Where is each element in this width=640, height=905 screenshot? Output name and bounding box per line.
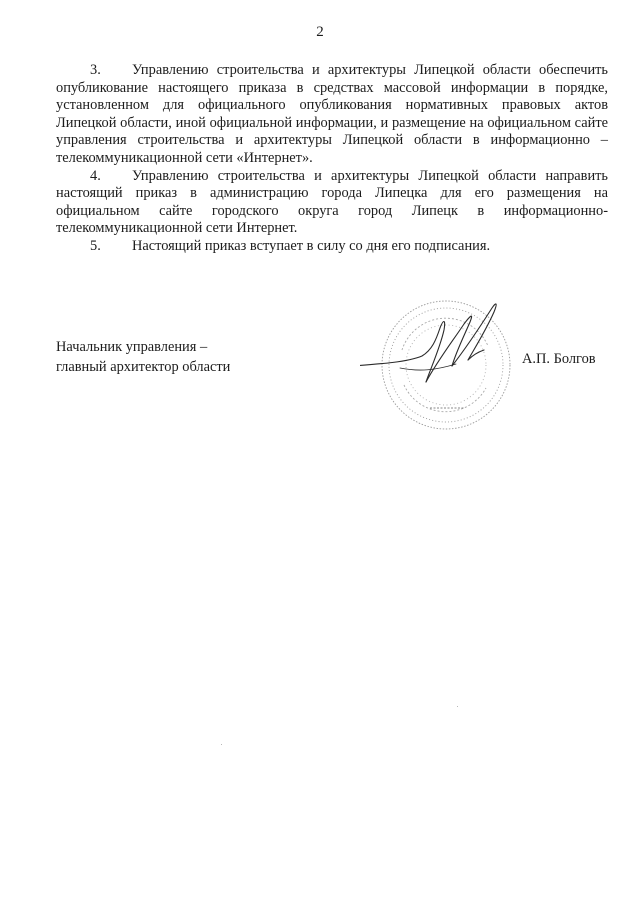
signer-name: А.П. Болгов [522,351,596,367]
signer-position-line-2: главный архитектор области [56,359,231,375]
item-text: Управлению строительства и архитектуры Липецкой области направить настоящий приказ в администрацию города Липецка для его размещения на официальном сайте городского округа город Липецк в информационно-телекоммуникационной сети Интернет. [56,167,608,237]
scan-speck [457,706,458,707]
signature-block [56,337,616,427]
item-number: 4. [90,167,101,184]
item-text: Управлению строительства и архитектуры Липецкой области обеспечить опубликование настоящего приказа в средствах массовой информации в порядке, установленном для официального опубликования нормативных правовых актов Липецкой области, иной официальной информации, и размещение на официальном сайте управления строительства и архитектуры Липецкой области в информационно – телекоммуникационной сети «Интернет». [56,62,608,166]
signer-position-line-1: Начальник управления – [56,339,208,355]
scan-speck [221,744,222,745]
order-items [56,62,608,256]
item-number: 5. [90,237,101,254]
order-item-3 [56,62,608,168]
order-item-5 [56,238,608,256]
item-number: 3. [90,62,101,78]
signer-position [56,337,230,377]
official-seal-with-signature [360,290,520,440]
order-item-4 [56,168,608,238]
item-text: Настоящий приказ вступает в силу со дня его подписания. [132,237,491,254]
page-number: 2 [316,24,324,40]
